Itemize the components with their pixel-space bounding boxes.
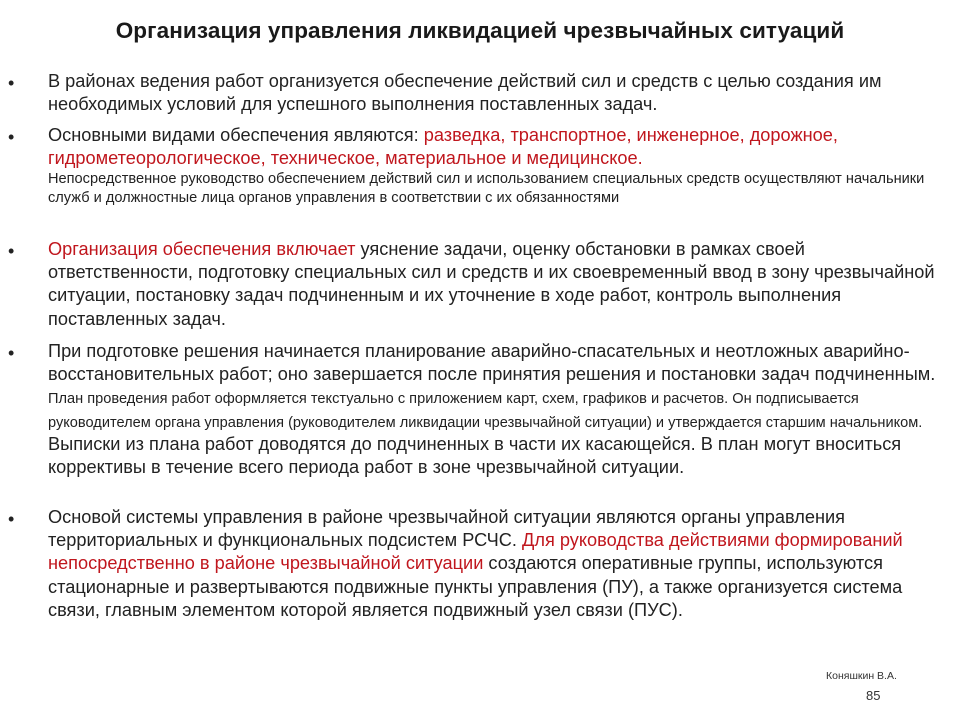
paragraph-4-lead: При подготовке решения начинается планирование аварийно-спасательных и неотложных аварийно-восстановительных работ; оно завершается после принятия решения и постановки задач подчиненным. — [48, 341, 936, 385]
paragraph-5-tail: создаются оперативные группы, используются стационарные и развертываются подвижные пункты управления (ПУ), а также организуется система связи, главным элементом которой является подвижный узел связи (ПУС). — [48, 553, 903, 620]
bullet-5: • — [8, 509, 15, 529]
paragraph-2 — [48, 124, 950, 208]
bullet-1: • — [8, 73, 15, 93]
page-number: 85 — [866, 688, 881, 703]
paragraph-2-lead: Основными видами обеспечения являются: — [48, 125, 424, 145]
paragraph-5-lead: Основой системы управления в районе чрезвычайной ситуации являются органы управления территориальных и функциональных подсистем РСЧС. — [48, 507, 846, 551]
paragraph-1 — [48, 70, 950, 116]
paragraph-4-note: План проведения работ оформляется текстуально с приложением карт, схем, графиков и расчетов. Он подписывается руководителем органа управления (руководителем ликвидации чрезвычайной ситуации) и утверждается старшим начальником. — [48, 391, 923, 431]
slide-title: Организация управления ликвидацией чрезвычайных ситуаций — [115, 18, 845, 43]
paragraph-3-highlight: Организация обеспечения включает — [48, 239, 356, 259]
paragraph-4 — [48, 340, 950, 479]
paragraph-3-text: уяснение задачи, оценку обстановки в рамках своей ответственности, подготовку специальных сил и средств и их своевременный ввод в зону чрезвычайной ситуации, постановку задач подчиненным и их уточнение в ходе работ, контроль выполнения поставленных задач. — [48, 239, 935, 329]
paragraph-2-note: Непосредственное руководство обеспечением действий сил и использованием специальных средств осуществляют начальники служб и должностные лица органов управления в соответствии с их обязанностями — [48, 171, 925, 206]
paragraph-3 — [48, 238, 950, 331]
bullet-4: • — [8, 343, 15, 363]
bullet-3: • — [8, 241, 15, 261]
paragraph-5-highlight: Для руководства действиями формирований непосредственно в районе чрезвычайной ситуации — [48, 530, 903, 574]
paragraph-4-tail: Выписки из плана работ доводятся до подчиненных в части их касающейся. В план могут вноситься коррективы в течение всего периода работ в зоне чрезвычайной ситуации. — [48, 433, 902, 478]
bullet-2: • — [8, 127, 15, 147]
footer-author: Коняшкин В.А. — [826, 670, 897, 682]
paragraph-2-highlight: разведка, транспортное, инженерное, дорожное, гидрометеорологическое, техническое, материальное и медицинское. — [48, 125, 838, 169]
paragraph-5 — [48, 506, 950, 622]
paragraph-1-text: В районах ведения работ организуется обеспечение действий сил и средств с целью создания им необходимых условий для успешного выполнения поставленных задач. — [48, 71, 882, 115]
